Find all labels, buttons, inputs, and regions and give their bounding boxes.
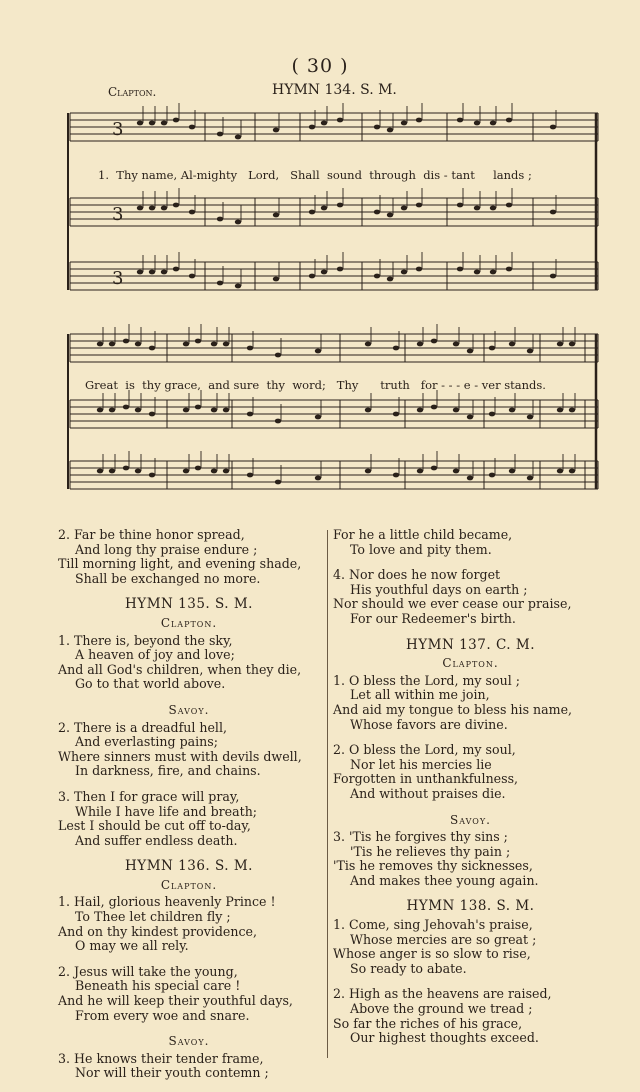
system2-note — [557, 469, 563, 474]
verse — [58, 965, 320, 1023]
verse-line: Lest I should be cut off to-day, — [58, 818, 251, 834]
system1-note — [321, 121, 327, 126]
system1-note — [374, 210, 380, 215]
system1-note — [217, 217, 223, 222]
system1-note — [173, 203, 179, 208]
verse-line: And aid my tongue to bless his name, — [333, 701, 573, 717]
system2-note — [365, 408, 371, 413]
page-number: ( 30 ) — [291, 55, 349, 77]
verse-line: 3. 'Tis he forgives thy sins ; — [333, 829, 508, 845]
system2-note — [527, 476, 533, 481]
music-score — [0, 0, 640, 520]
system2-note — [97, 342, 103, 347]
system1-note — [457, 118, 463, 123]
system1-note — [387, 213, 393, 218]
system1-note — [173, 267, 179, 272]
system1-note — [401, 206, 407, 211]
system2-note — [247, 473, 253, 478]
system2-note — [431, 405, 437, 410]
system1-note — [490, 206, 496, 211]
system1-note — [401, 121, 407, 126]
verse-line: So ready to abate. — [350, 960, 467, 976]
system1-note — [189, 274, 195, 279]
verse-line: Go to that world above. — [75, 676, 226, 692]
system2-note — [417, 469, 423, 474]
system1-note — [149, 121, 155, 126]
system2-note — [453, 342, 459, 347]
system2-note — [183, 408, 189, 413]
left-column — [58, 528, 320, 1092]
verse-line: 2. Jesus will take the young, — [58, 963, 238, 979]
system1-note — [506, 118, 512, 123]
system1-note — [321, 270, 327, 275]
lyrics-line-2: Great is thy grace, and sure thy word; Thy truth for - - - e - ver stands. — [85, 378, 546, 392]
system2-note — [557, 342, 563, 347]
verse-line: 1. O bless the Lord, my soul ; — [333, 672, 520, 688]
verse-line: Beneath his special care ! — [75, 978, 241, 994]
system2-note — [315, 415, 321, 420]
system1-note — [474, 121, 480, 126]
system2-note — [123, 466, 129, 471]
verse-line: His youthful days on earth ; — [350, 581, 528, 597]
system1-note — [217, 281, 223, 286]
system2-note — [135, 408, 141, 413]
system1-note — [387, 128, 393, 133]
system1-note — [457, 267, 463, 272]
system2-note — [183, 469, 189, 474]
system1-note — [337, 267, 343, 272]
system2-note — [431, 339, 437, 344]
system2-note — [109, 342, 115, 347]
system2-note — [183, 342, 189, 347]
verse-line: 2. High as the heavens are raised, — [333, 986, 552, 1002]
tune-label: Clapton. — [442, 656, 499, 671]
verse-line: And all God's children, when they die, — [58, 661, 302, 677]
system2-note — [315, 476, 321, 481]
lyrics-line-1: 1. Thy name, Al-mighty Lord, Shall sound through dis - tant lands ; — [98, 168, 532, 182]
system2-note — [109, 408, 115, 413]
system1-note — [550, 125, 556, 130]
system1-note — [137, 206, 143, 211]
system2-note — [569, 342, 575, 347]
system2-note — [467, 349, 473, 354]
verse — [58, 634, 320, 692]
system1-note — [387, 277, 393, 282]
system1-note — [374, 274, 380, 279]
system2-note — [123, 339, 129, 344]
system2-note — [149, 346, 155, 351]
system1-note — [149, 270, 155, 275]
system2-note — [149, 473, 155, 478]
system2-note — [467, 476, 473, 481]
verse-line: Above the ground we tread ; — [350, 1001, 533, 1017]
system2-note — [97, 408, 103, 413]
verse-line: 2. Far be thine honor spread, — [58, 527, 245, 542]
verse — [333, 987, 608, 1045]
system1-note — [173, 118, 179, 123]
system2-note — [489, 412, 495, 417]
system2-note — [275, 419, 281, 424]
system1-note — [309, 125, 315, 130]
tune-name: Clapton. — [108, 85, 157, 99]
verse-line: Where sinners must with devils dwell, — [58, 748, 302, 764]
verse-line: 2. O bless the Lord, my soul, — [333, 742, 516, 758]
verse-line: 'Tis he relieves thy pain ; — [350, 843, 511, 859]
time-signature: 3 — [112, 204, 124, 225]
system2-note — [569, 469, 575, 474]
verse-line: Till morning light, and evening shade, — [58, 556, 302, 572]
system1-note — [149, 206, 155, 211]
verse-line: And long thy praise endure ; — [75, 541, 258, 557]
verse — [333, 674, 608, 732]
system2-note — [489, 473, 495, 478]
system1-note — [217, 132, 223, 137]
system1-note — [337, 118, 343, 123]
verse-line: Let all within me join, — [350, 687, 490, 703]
system2-note — [135, 342, 141, 347]
verse-line: And on thy kindest providence, — [58, 923, 258, 939]
system2-note — [509, 342, 515, 347]
system2-note — [509, 469, 515, 474]
system1-note — [401, 270, 407, 275]
system1-note — [416, 203, 422, 208]
system2-note — [393, 473, 399, 478]
verse-line: 4. Nor does he now forget — [333, 567, 501, 583]
system2-note — [417, 408, 423, 413]
system2-note — [275, 480, 281, 485]
verse-line: And he will keep their youthful days, — [58, 993, 293, 1009]
system2-note — [223, 408, 229, 413]
system2-note — [247, 346, 253, 351]
system1-note — [235, 135, 241, 140]
verse-line: 1. Hail, glorious heavenly Prince ! — [58, 894, 276, 910]
system2-note — [557, 408, 563, 413]
system1-note — [506, 267, 512, 272]
verse-line: For our Redeemer's birth. — [350, 610, 516, 626]
system1-note — [321, 206, 327, 211]
verse-line: 'Tis he removes thy sicknesses, — [333, 858, 533, 874]
verse-line: To Thee let children fly ; — [75, 909, 231, 925]
time-signature: 3 — [112, 268, 124, 289]
verse-line: Our highest thoughts exceed. — [350, 1030, 539, 1046]
system1-note — [416, 267, 422, 272]
system2-note — [149, 412, 155, 417]
time-signature: 3 — [112, 119, 124, 140]
system1-note — [273, 277, 279, 282]
verse-line: And suffer endless death. — [75, 832, 238, 848]
system1-note — [474, 270, 480, 275]
score-staves — [0, 0, 640, 520]
system1-note — [137, 121, 143, 126]
verse-line: And everlasting pains; — [75, 734, 218, 750]
system2-note — [467, 415, 473, 420]
system1-note — [457, 203, 463, 208]
system2-note — [195, 339, 201, 344]
hymn-heading: HYMN 134. S. M. — [272, 82, 397, 98]
system1-note — [490, 270, 496, 275]
system2-note — [315, 349, 321, 354]
system1-note — [189, 210, 195, 215]
system1-note — [161, 206, 167, 211]
verse-line: 1. Come, sing Jehovah's praise, — [333, 917, 533, 933]
verse-line: So far the riches of his grace, — [333, 1015, 523, 1031]
system1-note — [506, 203, 512, 208]
system2-note — [527, 349, 533, 354]
system2-note — [135, 469, 141, 474]
verse — [333, 830, 608, 888]
verse-line: Shall be exchanged no more. — [75, 570, 261, 586]
system1-note — [416, 118, 422, 123]
system1-note — [550, 274, 556, 279]
system1-note — [309, 274, 315, 279]
verse-line: From every woe and snare. — [75, 1007, 250, 1023]
system2-note — [123, 405, 129, 410]
verse-line: Nor let his mercies lie — [350, 756, 492, 772]
system2-note — [509, 408, 515, 413]
system2-note — [195, 466, 201, 471]
system2-note — [527, 415, 533, 420]
system1-note — [309, 210, 315, 215]
right-column — [333, 528, 608, 1057]
system1-note — [273, 213, 279, 218]
verse-line: A heaven of joy and love; — [75, 647, 235, 663]
verse-line: 3. Then I for grace will pray, — [58, 788, 240, 804]
verse-line: 2. There is a dreadful hell, — [58, 719, 227, 735]
tune-label: Clapton. — [160, 615, 218, 630]
system2-note — [417, 342, 423, 347]
system1-note — [161, 121, 167, 126]
system2-note — [97, 469, 103, 474]
system2-note — [393, 346, 399, 351]
system1-note — [235, 220, 241, 225]
verse-line: O may we all rely. — [75, 938, 189, 954]
system2-note — [195, 405, 201, 410]
verse — [333, 528, 608, 557]
verse-line: Nor should we ever cease our praise, — [333, 596, 572, 612]
tune-label: Savoy. — [168, 702, 210, 717]
system2-note — [393, 412, 399, 417]
verse-line: For he a little child became, — [333, 527, 513, 542]
system2-note — [569, 408, 575, 413]
system1-note — [273, 128, 279, 133]
verse-line: Nor will their youth contemn ; — [75, 1065, 269, 1081]
system1-note — [189, 125, 195, 130]
hymn-title: HYMN 136. S. M. — [125, 858, 253, 875]
verse-line: And makes thee young again. — [350, 872, 539, 888]
system2-note — [489, 346, 495, 351]
system2-note — [275, 353, 281, 358]
verse — [333, 918, 608, 976]
system2-note — [247, 412, 253, 417]
system2-note — [365, 342, 371, 347]
system1-note — [337, 203, 343, 208]
hymn-title: HYMN 138. S. M. — [406, 898, 535, 915]
system1-note — [137, 270, 143, 275]
system1-note — [550, 210, 556, 215]
verse-line: Forgotten in unthankfulness, — [333, 771, 519, 787]
system2-note — [109, 469, 115, 474]
verse — [58, 721, 320, 779]
verse-line: 3. He knows their tender frame, — [58, 1050, 264, 1066]
system1-note — [161, 270, 167, 275]
verse — [333, 743, 608, 801]
hymn-title: HYMN 137. C. M. — [405, 636, 535, 653]
system1-note — [474, 206, 480, 211]
system2-note — [453, 469, 459, 474]
hymn-title: HYMN 135. S. M. — [125, 596, 253, 613]
verse-line: While I have life and breath; — [75, 803, 258, 819]
tune-label: Savoy. — [168, 1034, 210, 1049]
verse-line: To love and pity them. — [350, 541, 492, 557]
verse — [58, 790, 320, 848]
system2-note — [453, 408, 459, 413]
system2-note — [365, 469, 371, 474]
tune-label: Clapton. — [160, 877, 218, 892]
system2-note — [211, 469, 217, 474]
column-divider — [327, 530, 328, 1058]
verse-line: Whose anger is so slow to rise, — [333, 946, 531, 962]
verse-line: 1. There is, beyond the sky, — [58, 632, 233, 648]
verse — [333, 568, 608, 626]
tune-label: Savoy. — [450, 812, 491, 827]
system1-note — [490, 121, 496, 126]
system1-note — [374, 125, 380, 130]
system2-note — [223, 342, 229, 347]
system2-note — [223, 469, 229, 474]
system2-note — [211, 408, 217, 413]
system1-note — [235, 284, 241, 289]
verse — [58, 528, 320, 586]
verse-line: In darkness, fire, and chains. — [75, 763, 261, 779]
verse-line: And without praises die. — [350, 785, 506, 801]
verse-line: Whose mercies are so great ; — [350, 931, 537, 947]
verse — [58, 895, 320, 953]
verse-line: Whose favors are divine. — [350, 716, 508, 732]
system2-note — [431, 466, 437, 471]
system2-note — [211, 342, 217, 347]
